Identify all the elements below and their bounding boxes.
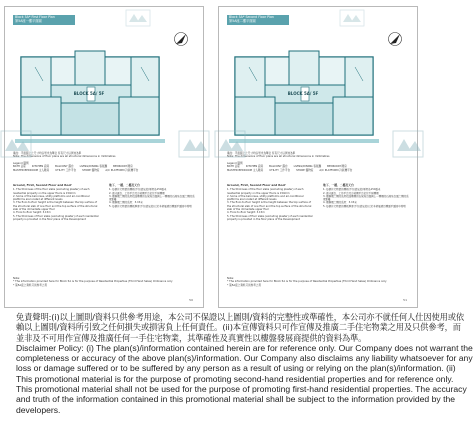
disclaimer-zh-line: 免責聲明:(i)以上圖則/資料只供參考用途，本公司不保證以上圖則/資料的完整性或準確性，本公司亦不就任何人仕因使用或依 — [16, 312, 465, 322]
column-line: 5. 每個住宅物業的樓板厚度(不包括灰泥)已於本發展項目樓面平面圖中列明 — [323, 204, 406, 208]
page-header — [227, 15, 289, 25]
legend-block — [227, 162, 411, 172]
disclaimer-en-line: and truth of the information contained in this promotional material shall be subject to the information provided by the — [16, 394, 456, 405]
note-line: Note: The dimensions of floor plans are all structural dimensions in millimetres — [227, 155, 330, 159]
disclaimer-en-line: This promotional material shall not be used for the purpose of promoting first-hand residential properties. The accuracy — [16, 384, 467, 395]
header-en: Block 5A* First Floor Plan — [15, 15, 55, 19]
footnote-line: * 第5A座之資料只供參考之用 — [13, 283, 48, 287]
column-title: 地下、一樓、二樓及天台 — [323, 183, 354, 187]
footnote-line: * The information provided here for Block 5A is for the purpose of Residential Properties (Third Hand Sales) Ordinance only — [13, 280, 173, 284]
disclaimer-en-line: This promotional material is for the purpose of promoting second-hand residential properties and for reference only. — [16, 373, 454, 384]
notes-column-en — [227, 184, 315, 221]
column-line: 3. The floor-to-floor height is the height between the top surface of the structural slab of one floor and the top surface of the structural slab of the immediate upper floor — [227, 201, 312, 212]
legend-item: BALCONY 露台 — [269, 165, 288, 169]
legend-item: MASTER BEDROOM 主人睡房 — [227, 168, 264, 172]
header-en: Block 5A* Second Floor Plan — [229, 15, 274, 19]
disclaimer-en-line: completeness or accuracy of the above plan(s)/information. Our Company also disclaims any liability whatsoever for any — [16, 353, 473, 364]
legend-item: BALCONY 露台 — [55, 165, 74, 169]
page-header — [13, 15, 75, 25]
legend-item: UTILITY 工作平台 — [269, 168, 291, 172]
disclaimer-zh-line: 賴以上圖則/資料所引致之任何損失或損害負上任何責任。(ii)本宣傳資料只可作宣傳及推廣二手住宅物業之用及只供參考，而 — [16, 322, 461, 333]
notes-column-zh — [109, 184, 197, 208]
column-title: Ground, First, Second Floor and Roof — [227, 183, 286, 187]
floor-plan-drawing — [229, 47, 379, 147]
legend-item: A/C PLATFORM 冷氣機平台 — [319, 168, 353, 172]
footnote-block — [13, 277, 197, 287]
floor-plan-drawing — [15, 47, 165, 147]
watermark-logo-icon — [339, 9, 365, 27]
legend-item: STORE 儲物室 — [296, 168, 314, 172]
page-number: 50 — [189, 298, 193, 302]
column-line: 1. 每個住宅物業的樓板(不包括灰泥)厚度為150毫米 — [323, 188, 381, 192]
note-line: Note: The dimensions of floor plans are all structural dimensions in millimetres — [13, 155, 116, 159]
column-line: 3. 層與層之間的高度指該樓層的石屎地台面與上一樓層的石屎地台面之間的高度距離 — [323, 194, 409, 202]
legend-item: MASTER BEDROOM 主人睡房 — [13, 168, 50, 172]
legend-item: BATH 浴室 — [227, 165, 240, 169]
column-line: 3. 層與層之間的高度指該樓層的石屎地台面與上一樓層的石屎地台面之間的高度距離 — [109, 194, 195, 202]
legend-item: KITCHEN 廚房 — [31, 165, 50, 169]
legend-item: BATH 浴室 — [13, 165, 26, 169]
notes-block — [227, 152, 411, 159]
floor-plan-page-right — [218, 6, 418, 308]
legend-title: Legend 圖例 — [13, 162, 29, 165]
note-line: 備註：平面圖上之尺寸均以毫米為單位 所有尺寸以實地為準 — [13, 152, 82, 155]
column-line: 1. The thickness of the floor slabs (excluding plaster) of each residential property on the upper floors is 150mm — [227, 188, 304, 195]
watermark-logo-icon — [125, 9, 151, 27]
watermark-logo-icon — [391, 129, 425, 159]
disclaimer-en-line: loss or damage suffered or to be suffered by any person as a result of using or relying on the plan(s)/information. (ii) — [16, 363, 456, 374]
legend-item: BEDROOM 睡房 — [113, 165, 133, 169]
column-line: 4. 層與層之間的高度：3.15米 — [109, 201, 143, 205]
header-zh: 第5A座二樓平面圖 — [229, 18, 256, 23]
block-label: BLOCK 5A/ 5F — [287, 91, 319, 96]
column-title: Ground, First, Second Floor and Roof — [13, 183, 72, 187]
notes-block — [13, 152, 197, 159]
note-line: 備註：平面圖上之尺寸均以毫米為單位 所有尺寸以實地為準 — [227, 152, 296, 155]
column-line: 4. 層與層之間的高度：3.15米 — [323, 201, 357, 205]
disclaimer-en-line: Disclaimer Policy: (i) The plan(s)/information contained herein are for reference only. Our Company does not warrant the — [16, 342, 473, 353]
notes-columns — [13, 184, 197, 290]
watermark-logo-icon — [177, 129, 211, 159]
legend-item: UTILITY 工作平台 — [55, 168, 77, 172]
legend-item: LIVING/DINING 客飯廳 — [293, 165, 322, 169]
watermark-logo-icon — [213, 129, 247, 159]
column-line: 2. 部分露台、工作平台及冷氣機平台位於不同樓層 — [109, 191, 165, 195]
block-label: BLOCK 5A/ 5F — [73, 91, 105, 96]
footnote-block — [227, 277, 411, 287]
notes-columns — [227, 184, 411, 290]
footnote-line: Note: — [13, 277, 21, 280]
north-arrow-icon — [173, 31, 189, 47]
column-line: 2. 部分露台、工作平台及冷氣機平台位於不同樓層 — [323, 191, 379, 195]
watermark-logo-icon — [0, 129, 33, 159]
footnote-line: * The information provided here for Block 5A is for the purpose of Residential Properties (Third Hand Sales) Ordinance only — [227, 280, 387, 284]
column-line: 1. 每個住宅物業的樓板(不包括灰泥)厚度為150毫米 — [109, 188, 167, 192]
column-title: 地下、一樓、二樓及天台 — [109, 183, 140, 187]
legend-item: LIVING/DINING 客飯廳 — [79, 165, 108, 169]
column-line: 4. Floor-to-floor height: 3.15m — [227, 211, 265, 215]
page-number: 51 — [403, 298, 407, 302]
column-line: 5. 每個住宅物業的樓板厚度(不包括灰泥)已於本發展項目樓面平面圖中列明 — [109, 204, 192, 208]
column-line: 4. Floor-to-floor height: 3.15m — [13, 211, 51, 215]
disclaimer-block — [16, 312, 473, 415]
header-zh: 第5A座一樓平面圖 — [15, 18, 42, 23]
footnote-line: Note: — [227, 277, 235, 280]
column-line: 2. Some of the balconies, utility platforms and air-conditioner platforms are located at different levels — [13, 194, 90, 202]
column-line: 3. The floor-to-floor height is the height between the top surface of the structural slab of one floor and the top surface of the structural slab of the immediate upper floor — [13, 201, 98, 212]
legend-item: STORE 儲物室 — [82, 168, 100, 172]
notes-column-zh — [323, 184, 411, 208]
disclaimer-en-line: developers. — [16, 404, 61, 415]
column-line: 5. The thickness of floor slabs (excluding plaster) of each residential property is provided in the floor plans of the Development — [13, 214, 99, 221]
legend-item: KITCHEN 廚房 — [245, 165, 264, 169]
legend-item: BEDROOM 睡房 — [327, 165, 347, 169]
legend-item: A/C PLATFORM 冷氣機平台 — [105, 168, 139, 172]
column-line: 1. The thickness of the floor slabs (excluding plaster) of each residential property on the upper floors is 150mm — [13, 188, 90, 195]
floor-plan-page-left — [4, 6, 204, 308]
footnote-line: * 第5A座之資料只供參考之用 — [227, 283, 262, 287]
column-line: 5. The thickness of floor slabs (excluding plaster) of each residential property is provided in the floor plans of the Development — [227, 214, 313, 221]
north-arrow-icon — [387, 31, 403, 47]
notes-column-en — [13, 184, 101, 221]
column-line: 2. Some of the balconies, utility platforms and air-conditioner platforms are located at different levels — [227, 194, 304, 202]
legend-title: Legend 圖例 — [227, 162, 243, 165]
legend-block — [13, 162, 197, 172]
disclaimer-zh-line: 並非及不可用作宣傳及推廣任何一手住宅物業，其準確性及真實性以樓盤發展商提供的資料為準。 — [16, 332, 367, 343]
